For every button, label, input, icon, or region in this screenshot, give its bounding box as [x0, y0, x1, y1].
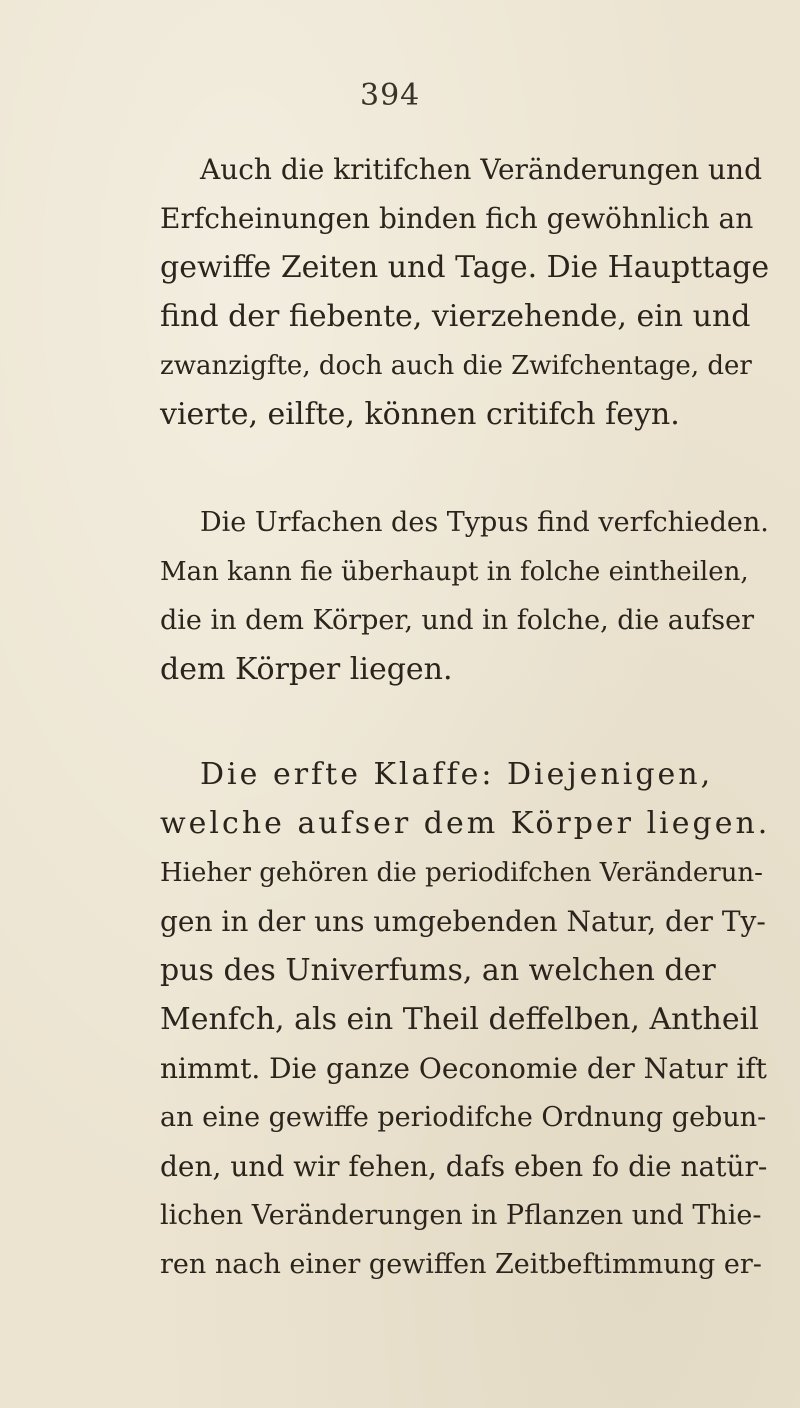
- text-line: gen in der uns umgebenden Natur, der Ty-: [160, 905, 766, 938]
- text-line: die in dem Körper, und in folche, die aufser: [160, 605, 754, 636]
- section-heading-line: Die erfte Klaffe: Diejenigen,: [200, 757, 714, 792]
- text-line: Auch die kritifchen Veränderungen und: [200, 153, 763, 186]
- text-line: gewiffe Zeiten und Tage. Die Haupttage: [160, 250, 770, 285]
- text-line: den, und wir fehen, dafs eben fo die natür-: [160, 1150, 768, 1183]
- text-line: Menfch, als ein Theil deffelben, Antheil: [160, 1002, 759, 1037]
- page-number: 394: [360, 78, 421, 113]
- text-line: Die Urfachen des Typus find verfchieden.: [200, 507, 769, 538]
- text-line: Erfcheinungen binden fich gewöhnlich an: [160, 202, 754, 235]
- text-line: pus des Univerfums, an welchen der: [160, 953, 716, 988]
- text-line: zwanzigfte, doch auch die Zwifchentage, der: [160, 351, 752, 381]
- text-line: find der fiebente, vierzehende, ein und: [160, 299, 751, 334]
- text-line: lichen Veränderungen in Pflanzen und Thie-: [160, 1200, 762, 1231]
- text-line: Hieher gehören die periodifchen Veränderun-: [160, 858, 763, 888]
- text-line: dem Körper liegen.: [160, 652, 453, 687]
- text-line: nimmt. Die ganze Oeconomie der Natur ift: [160, 1052, 767, 1085]
- text-line: ren nach einer gewiffen Zeitbeftimmung er-: [160, 1249, 762, 1280]
- text-line: Man kann fie überhaupt in folche eintheilen,: [160, 557, 749, 587]
- section-heading-line: welche aufser dem Körper liegen.: [160, 806, 771, 841]
- text-line: vierte, eilfte, können critifch feyn.: [160, 397, 680, 432]
- text-line: an eine gewiffe periodifche Ordnung gebun-: [160, 1102, 767, 1133]
